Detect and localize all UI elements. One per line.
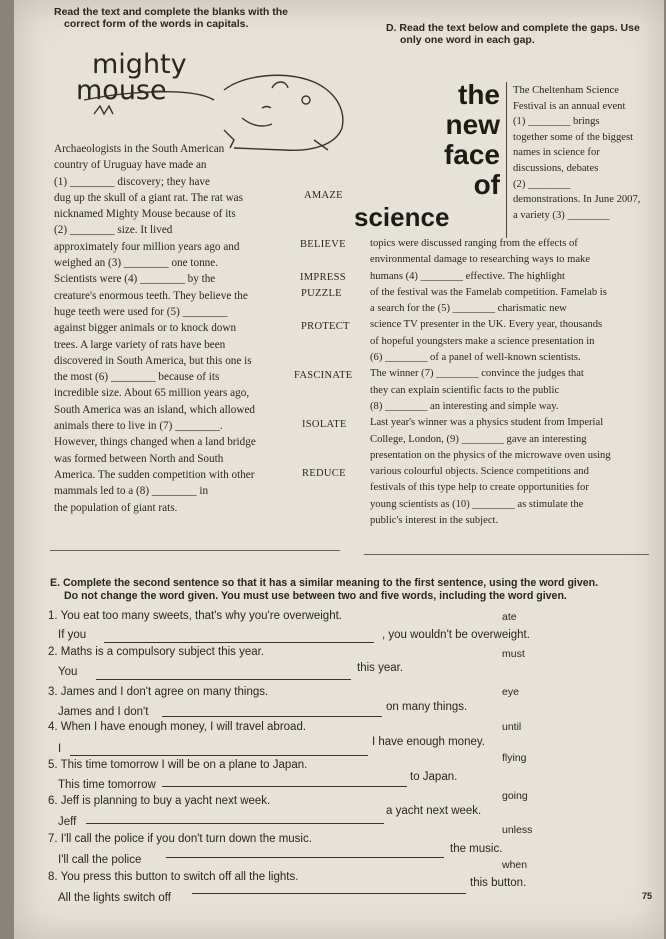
- given-word: must: [502, 648, 525, 660]
- answer-line[interactable]: [70, 755, 368, 756]
- right-instruction: D. Read the text below and complete the gaps. Use only one word in each gap.: [386, 22, 640, 46]
- answer-line[interactable]: [162, 716, 382, 717]
- science-title-word: science: [354, 202, 450, 232]
- answer-line[interactable]: [104, 642, 374, 643]
- answer-line[interactable]: [162, 786, 407, 787]
- keyword-impress: IMPRESS: [300, 272, 346, 283]
- keyword-believe: BELIEVE: [300, 239, 346, 250]
- page-number: 75: [642, 891, 653, 901]
- left-instruction: Read the text and complete the blanks with the correct form of the words in capitals.: [54, 6, 288, 30]
- section-separator-left: [50, 550, 340, 551]
- keyword-puzzle: PUZZLE: [301, 288, 342, 299]
- answer-line[interactable]: [96, 679, 351, 680]
- mighty-mouse-title: mighty mouse: [76, 49, 187, 106]
- new-face-of-science-title: the new face of: [443, 79, 500, 200]
- keyword-fascinate: FASCINATE: [294, 370, 353, 381]
- given-word: until: [502, 721, 522, 733]
- given-word: going: [502, 790, 528, 802]
- section-separator-right: [364, 554, 649, 555]
- given-word: flying: [502, 752, 527, 764]
- answer-line[interactable]: [86, 823, 384, 824]
- science-side-text: The Cheltenham Science Festival is an annual event (1) ________ brings together some of the biggest names in science for discussions, debates (2) ________ demonstrations. In June 2007, a variety (3) ________: [513, 85, 641, 221]
- keyword-isolate: ISOLATE: [302, 419, 347, 430]
- science-text: topics were discussed ranging from the effects of environmental damage to researching ways to make humans (4) ________ effective. The highlight of the festival was the Famelab competition. Famelab is a search for the (5) ________ charismatic new science TV presenter in the UK. Every year, thousands of hopeful youngsters make a science presentation in (6) ________ of a panel of well-known scientists. The winner (7) ________ convince the judges that they can explain scientific facts to the public (8) ________ an interesting and simple way. Last year's winner was a physics student from Imperial College, London, (9) ________ gave an interesting presentation on the physics of the microwave oven using various colourful objects. Science competitions and festivals of this type help to create opportunities for young scientists as (10) ________ as stimulate the public's interest in the subject.: [370, 238, 611, 527]
- mighty-mouse-text: Archaeologists in the South American country of Uruguay have made an (1) ________ discovery; they have dug up the skull of a giant rat. The rat was nicknamed Mighty Mouse because of its (2) ________ size. It lived approximately four million years ago and weighed an (3) ________ one tonne. Scientists were (4) ________ by the creature's enormous teeth. They believe the huge teeth were used for (5) ________ against bigger animals or to knock down trees. A large variety of rats have been discovered in South America, but this one is the most (6) ________ because of its incredible size. About 65 million years ago, South America was an island, which allowed animals there to live in (7) ________. However, things changed when a land bridge was formed between North and South America. The sudden competition with other mammals led to a (8) ________ in the population of giant rats.: [54, 143, 256, 514]
- section-e-instruction: E. Complete the second sentence so that it has a similar meaning to the first sentence, using the word given. Do not change the word given. You must use between two and five words, including the word given.: [50, 577, 599, 602]
- keyword-amaze: AMAZE: [304, 190, 343, 201]
- given-word: when: [502, 859, 528, 871]
- title-divider: [506, 82, 507, 238]
- given-word: ate: [502, 611, 517, 623]
- worksheet-page: Read the text and complete the blanks with the correct form of the words in capitals. D. Read the text below and complete the gaps. Use only one word in each gap. mighty mouse Archaeologists in the South American country of Uruguay have made an (1) ________ discovery; they have dug up the skull of a giant rat. The rat was nicknamed Mighty Mouse because of its (2) ________ size. It lived approximately four million years ago and weighed an (3) ________ one tonne. Scientists were (4) ________ by the creature's enormous teeth. They believe the huge teeth were used for (5) ________ against bigger animals or to knock down trees. A large variety of rats have been discovered in South America, but this one is the most (6) ________ because of its incredible size. About 65 million years ago, South America was an island, which allowed animals there to live in (7) ________. However, things changed when a land bridge was formed between North and South America. The sudden competition with other mammals led to a (8) ________ in the population of giant rats. AMAZE BELIEVE IMPRESS PUZZLE PROTECT FASCINATE ISOLATE REDUCE the new face of science The Cheltenham Science Festival is an annual event (1) ________ brings together some of the biggest names in science for discussions, debates (2) ________ demonstrations. In June 2007, a variety (3) ________ topics were discussed ranging from the effects of environmental damage to researching ways to make humans (4) ________ effective. The highlight of the festival was the Famelab competition. Famelab is a search for the (5) ________ charismatic new science TV presenter in the UK. Every year, thousands of hopeful youngsters make a science presentation in (6) ________ of a panel of well-known scientists. The winner (7) ________ convince the judges that they can explain scientific facts to the public (8) ________ an interesting and simple way. Last year's winner was a physics student from Imperial College, London, (9) ________ gave an interesting presentation on the physics of the microwave oven using various colourful objects. Science competitions and festivals of this type help to create opportunities for young scientists as (10) ________ as stimulate the public's interest in the subject. E. Complete the second sentence so that it has a similar meaning to the first sentence, using the word given. Do not change the word given. You must use between two and five words, including the word given. 1. You eat too many sweets, that's why you're overweight. ate If you , you wouldn't be overweight. 2. Maths is a compulsory subject this year. must You this year. 3. James and I don't agree on many things. eye James and I don't on many things. 4. When I have enough money, I will travel abroad. until I I have enough money. 5. This time tomorrow I will be on a plane to Japan. flying This time tomorrow to Japan. 6. Jeff is planning to buy a yacht next week. going Jeff a yacht next week. 7. I'll call the police if you don't turn down the music. unless I'll call the police the music. 8. You press this button to switch off all the lights. when All the lights switch off this button. 75: [14, 0, 664, 939]
- given-word: unless: [502, 824, 533, 836]
- answer-line[interactable]: [166, 857, 444, 858]
- given-word: eye: [502, 686, 519, 698]
- keyword-reduce: REDUCE: [302, 468, 346, 479]
- keyword-protect: PROTECT: [301, 321, 350, 332]
- answer-line[interactable]: [192, 893, 466, 894]
